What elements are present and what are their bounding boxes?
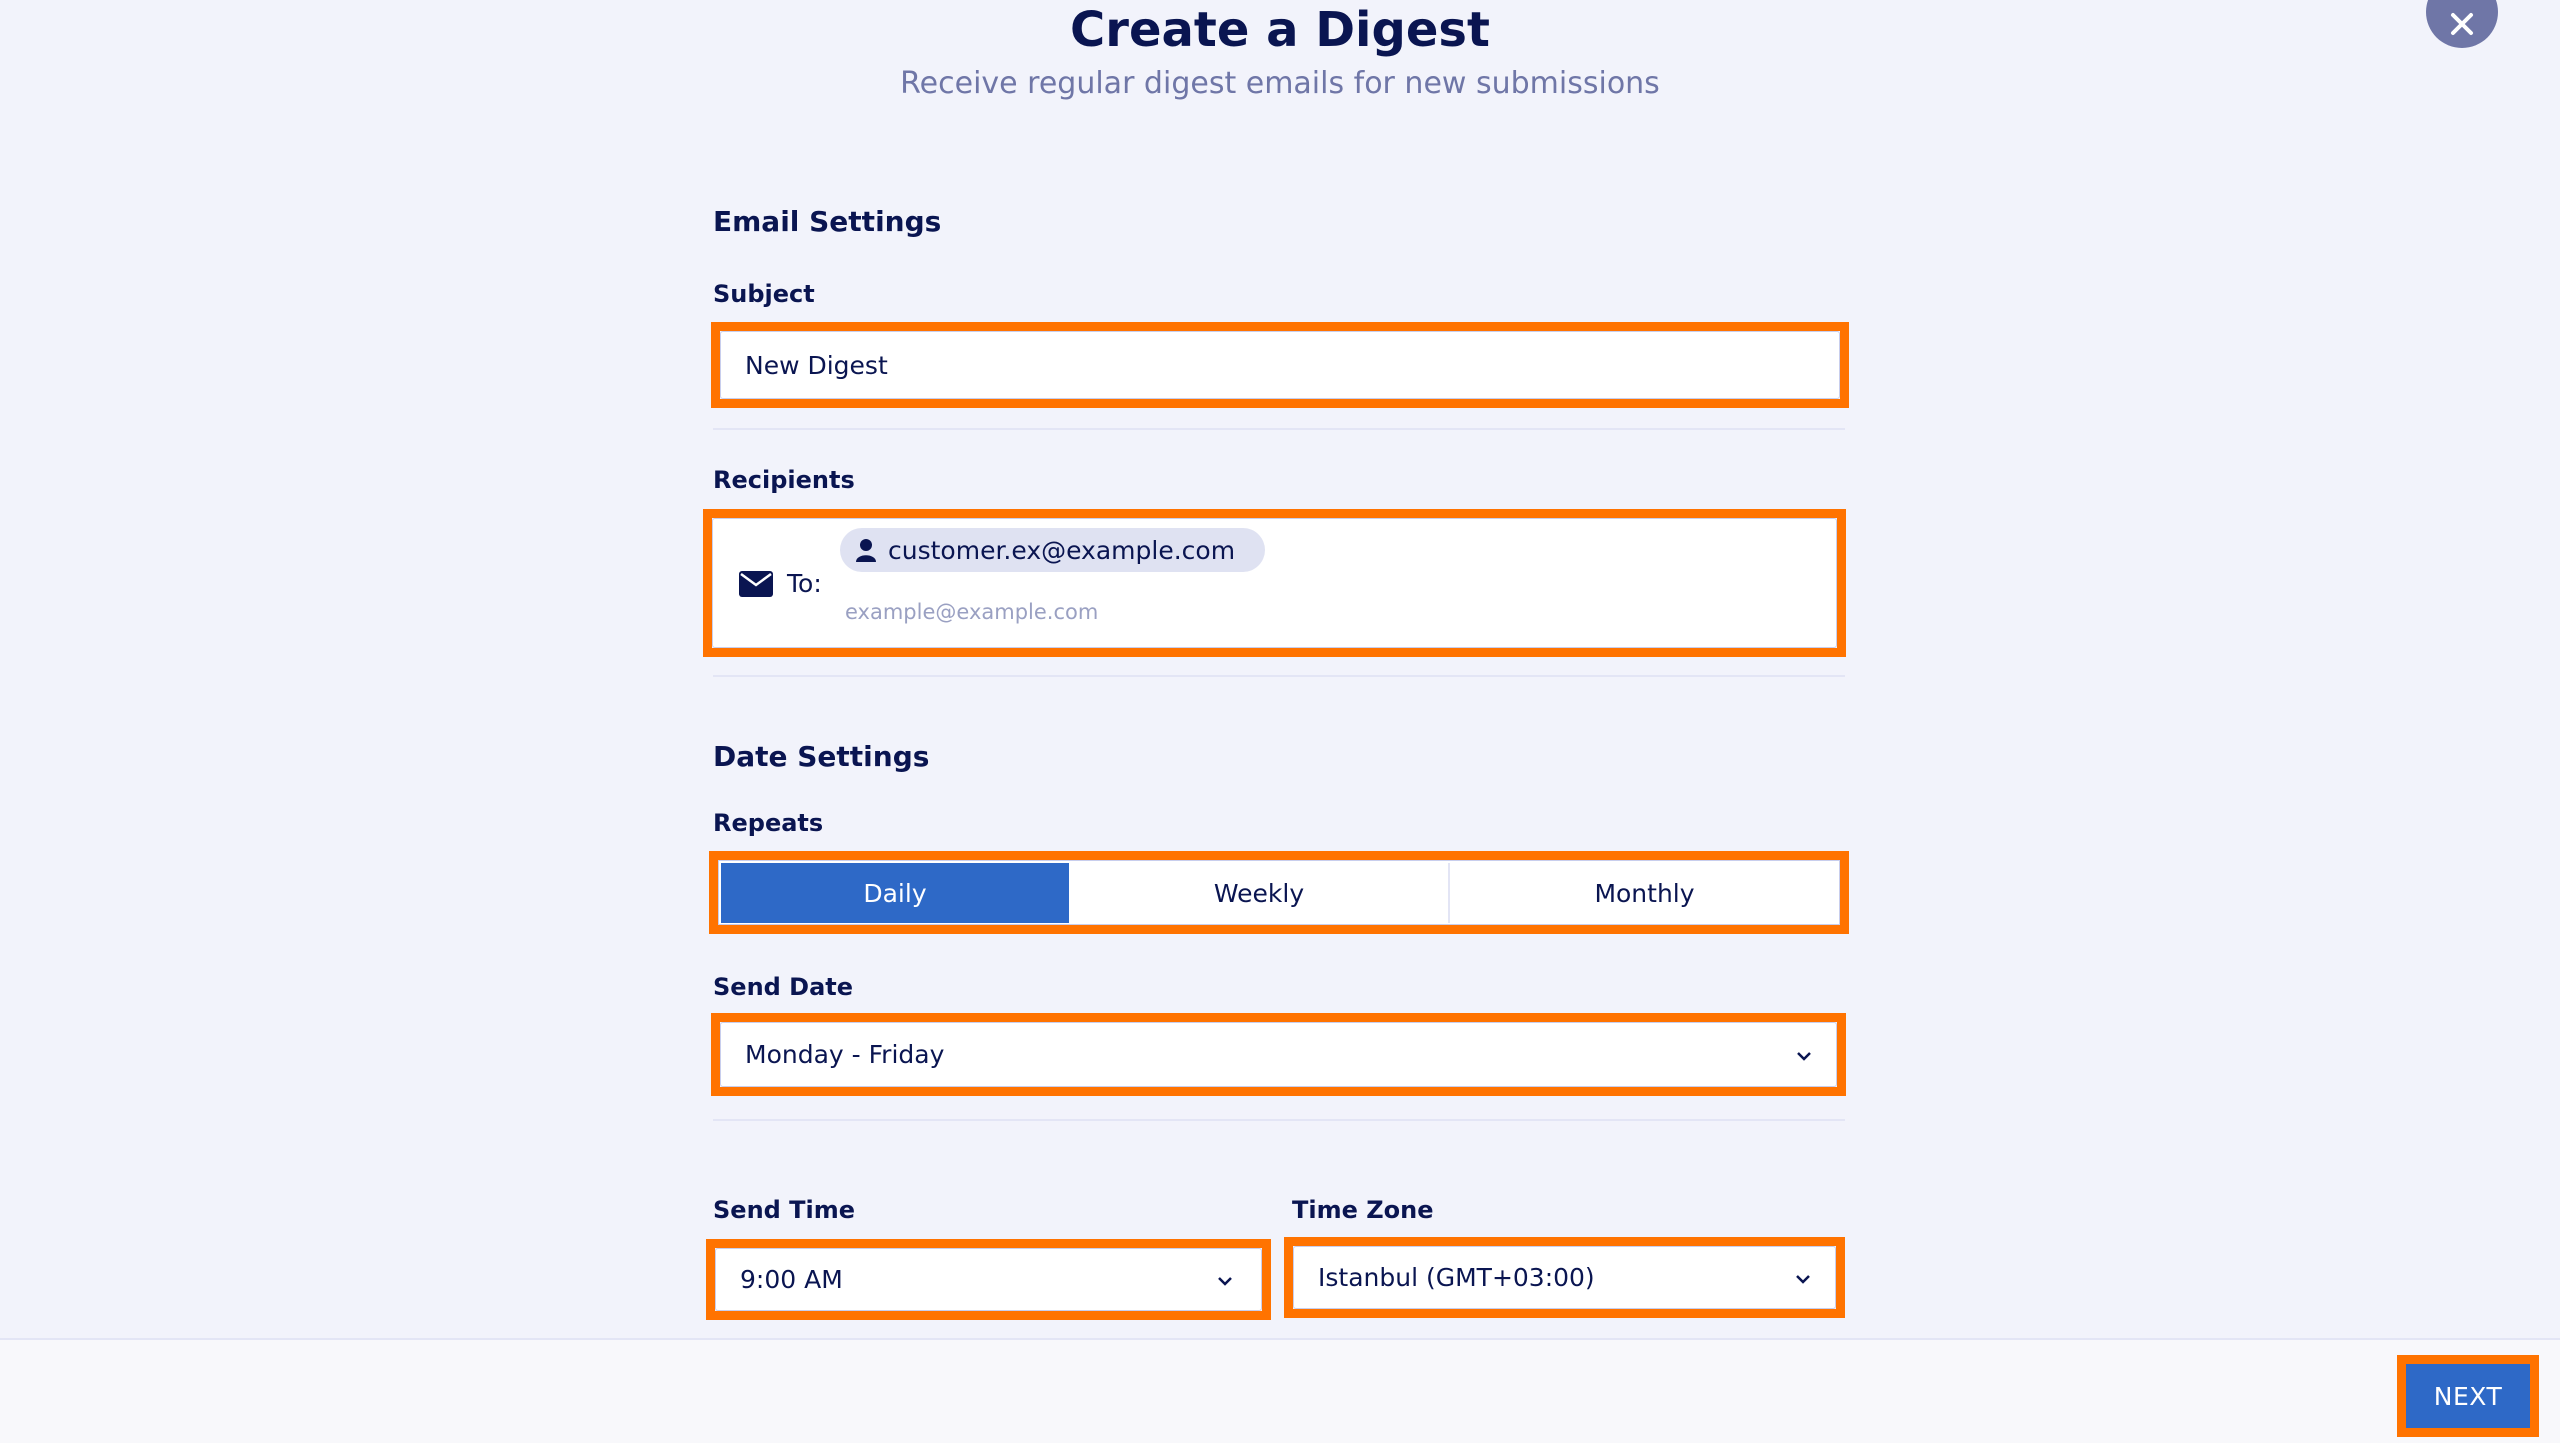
time-zone-select[interactable] [1293,1246,1836,1309]
repeats-option-daily[interactable]: Daily [721,863,1069,923]
recipients-label: Recipients [713,466,855,494]
chevron-down-icon [1793,1045,1815,1067]
to-label: To: [787,569,822,598]
divider [713,1119,1845,1121]
repeats-segmented-control [718,860,1840,925]
send-time-select[interactable] [715,1248,1262,1311]
repeats-option-monthly[interactable]: Monthly [1452,863,1837,923]
recipient-input-placeholder[interactable]: example@example.com [845,600,1099,624]
recipient-chip-label: customer.ex@example.com [888,535,1236,565]
next-button[interactable]: NEXT [2406,1364,2530,1428]
chevron-down-icon [1214,1270,1236,1292]
divider [713,428,1845,430]
subject-input[interactable] [720,331,1840,399]
repeats-label: Repeats [713,809,824,837]
chevron-down-icon [1792,1268,1814,1290]
subject-value: New Digest [745,350,888,380]
time-zone-value: Istanbul (GMT+03:00) [1318,1263,1595,1292]
close-icon [2447,9,2477,39]
page-subtitle: Receive regular digest emails for new submissions [900,66,1660,101]
user-icon [856,538,876,562]
send-date-select[interactable] [720,1022,1837,1087]
send-date-label: Send Date [713,973,854,1001]
subject-label: Subject [713,280,815,308]
time-zone-label: Time Zone [1292,1196,1434,1224]
repeats-option-weekly[interactable]: Weekly [1070,863,1450,923]
email-settings-heading: Email Settings [713,205,942,238]
page-title: Create a Digest [1070,2,1490,58]
send-time-label: Send Time [713,1196,856,1224]
send-time-value: 9:00 AM [740,1265,843,1294]
send-date-value: Monday - Friday [745,1040,945,1069]
footer-bar [0,1338,2560,1443]
divider [713,675,1845,677]
recipient-chip[interactable] [840,528,1265,572]
envelope-icon [739,571,773,597]
date-settings-heading: Date Settings [713,740,930,773]
